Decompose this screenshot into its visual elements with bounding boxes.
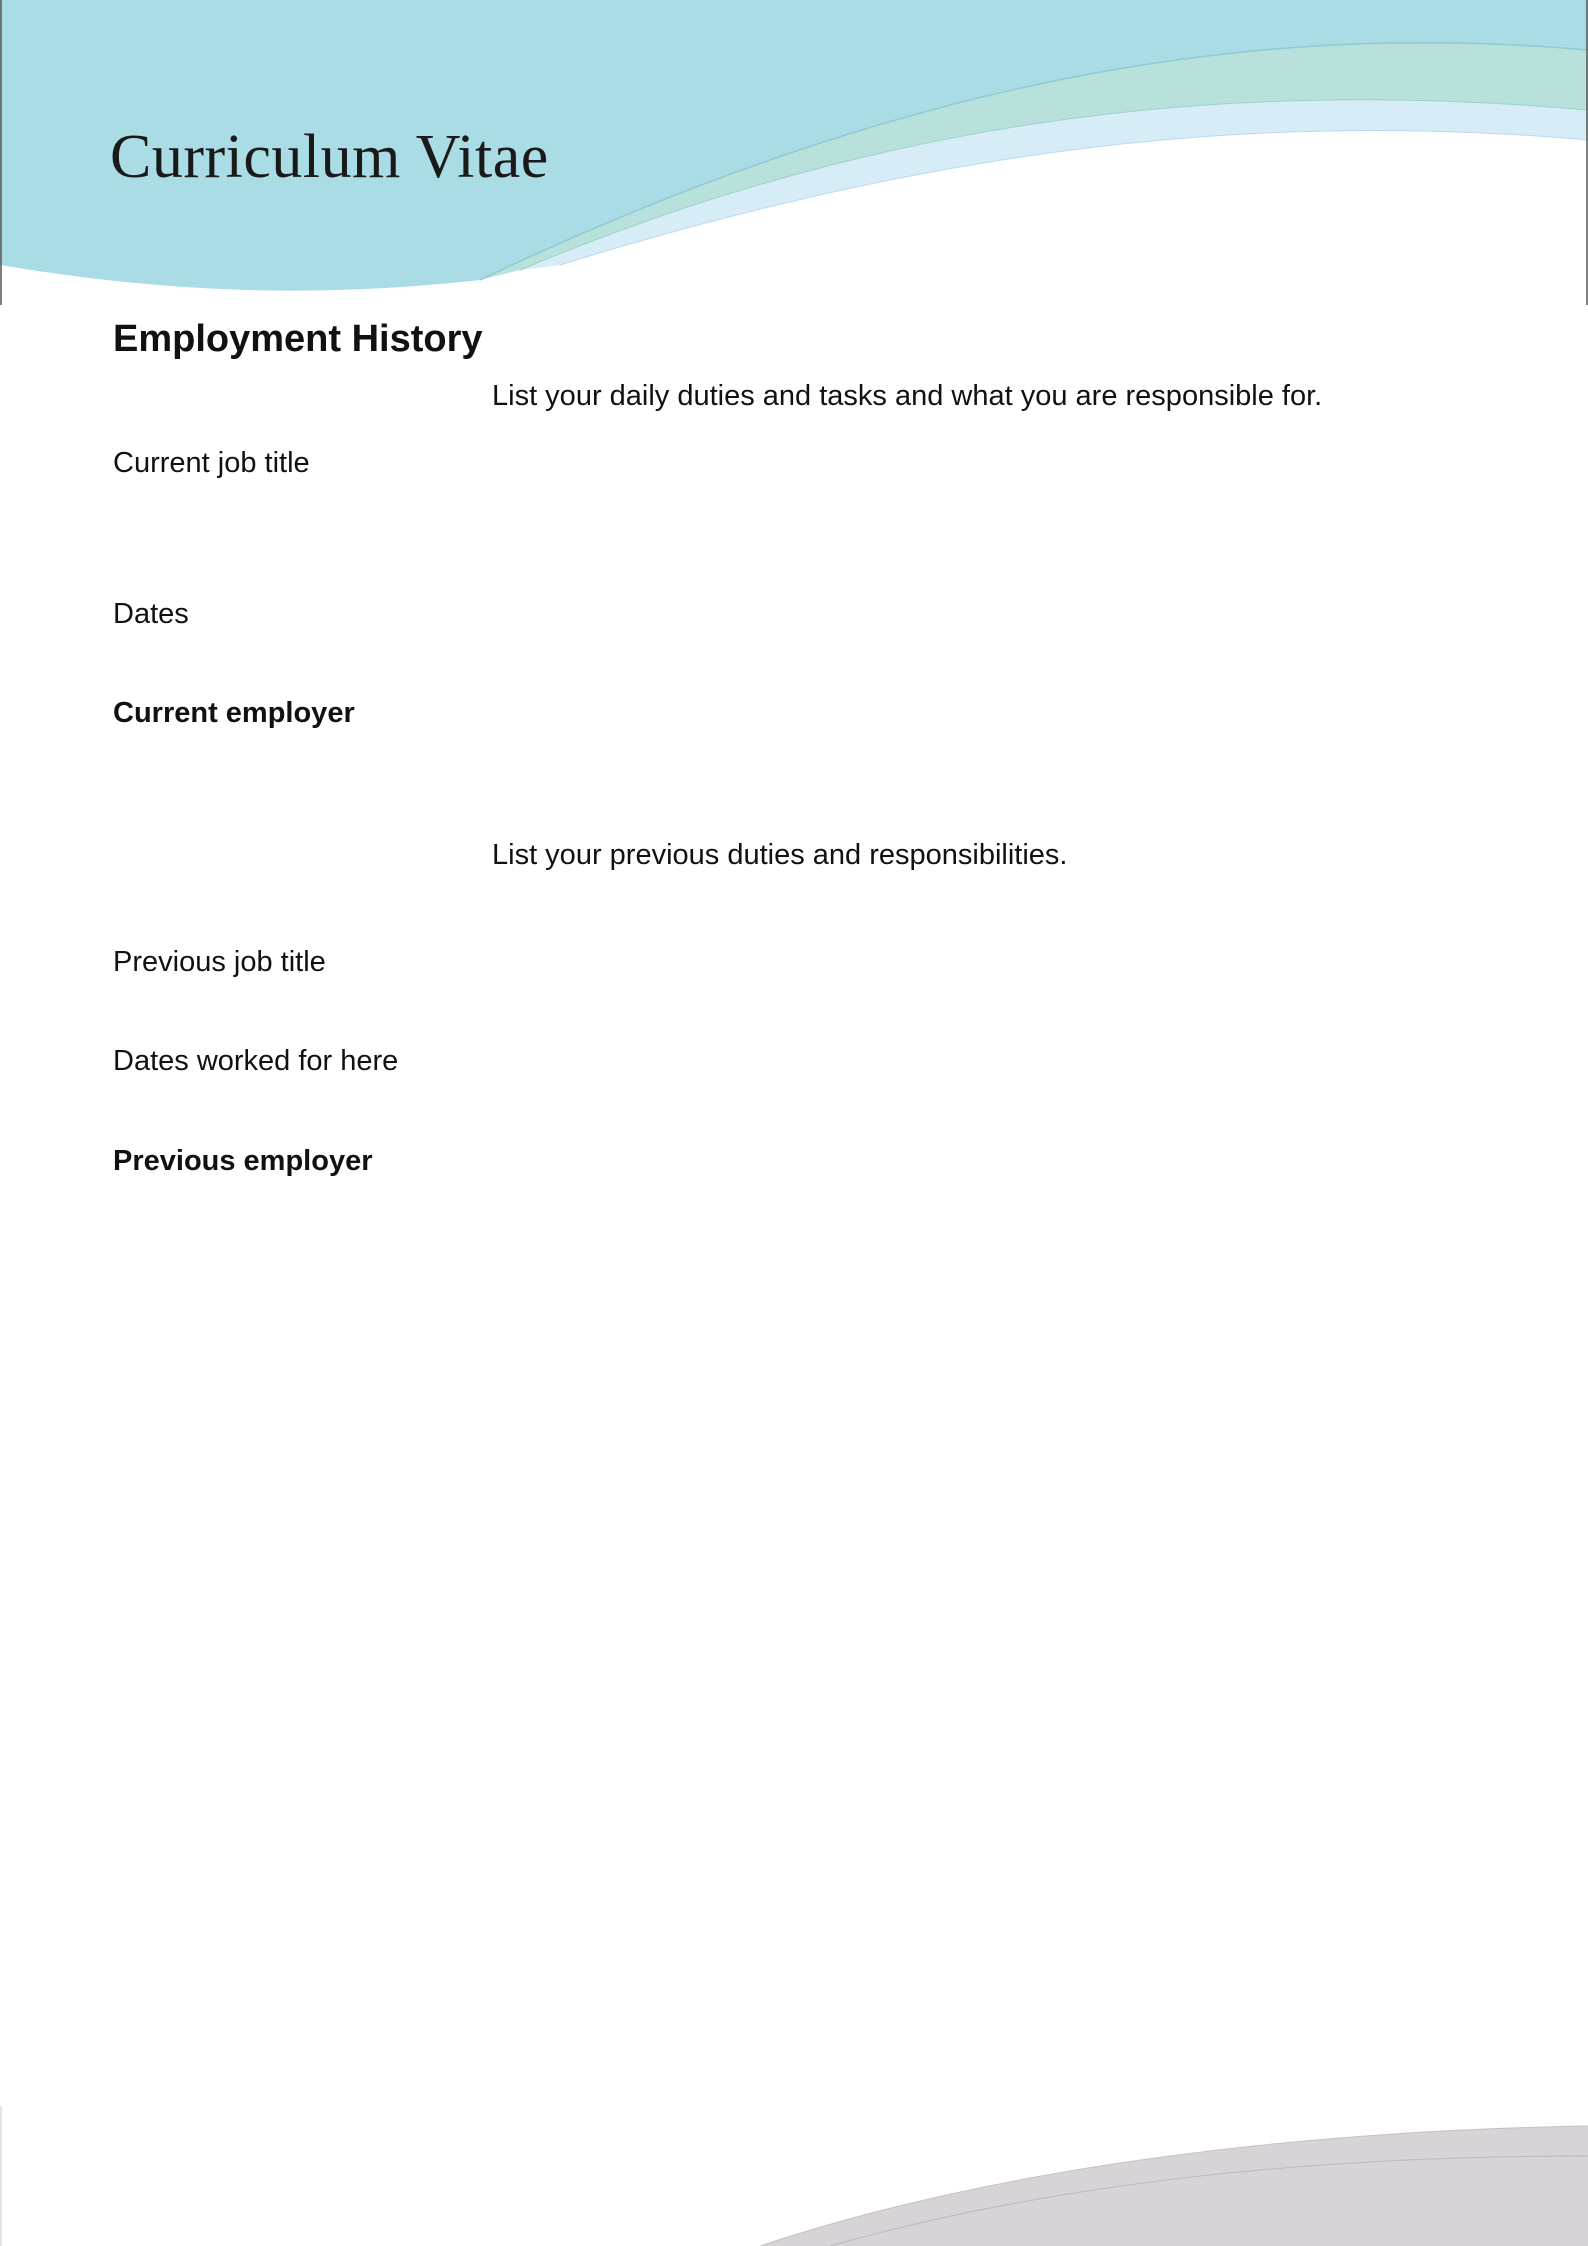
employment-history-heading: Employment History xyxy=(113,318,483,360)
current-duties-note: List your daily duties and tasks and what you are responsible for. xyxy=(492,380,1323,412)
previous-duties-note: List your previous duties and responsibilities. xyxy=(492,839,1068,871)
footer-wave-decoration xyxy=(0,2106,1588,2246)
current-job-title-label: Current job title xyxy=(113,447,310,479)
previous-job-title-label: Previous job title xyxy=(113,946,326,978)
current-dates-label: Dates xyxy=(113,598,189,630)
previous-dates-label: Dates worked for here xyxy=(113,1045,399,1077)
previous-employer-label: Previous employer xyxy=(113,1145,373,1177)
current-employer-label: Current employer xyxy=(113,697,355,729)
document-title: Curriculum Vitae xyxy=(110,123,549,191)
